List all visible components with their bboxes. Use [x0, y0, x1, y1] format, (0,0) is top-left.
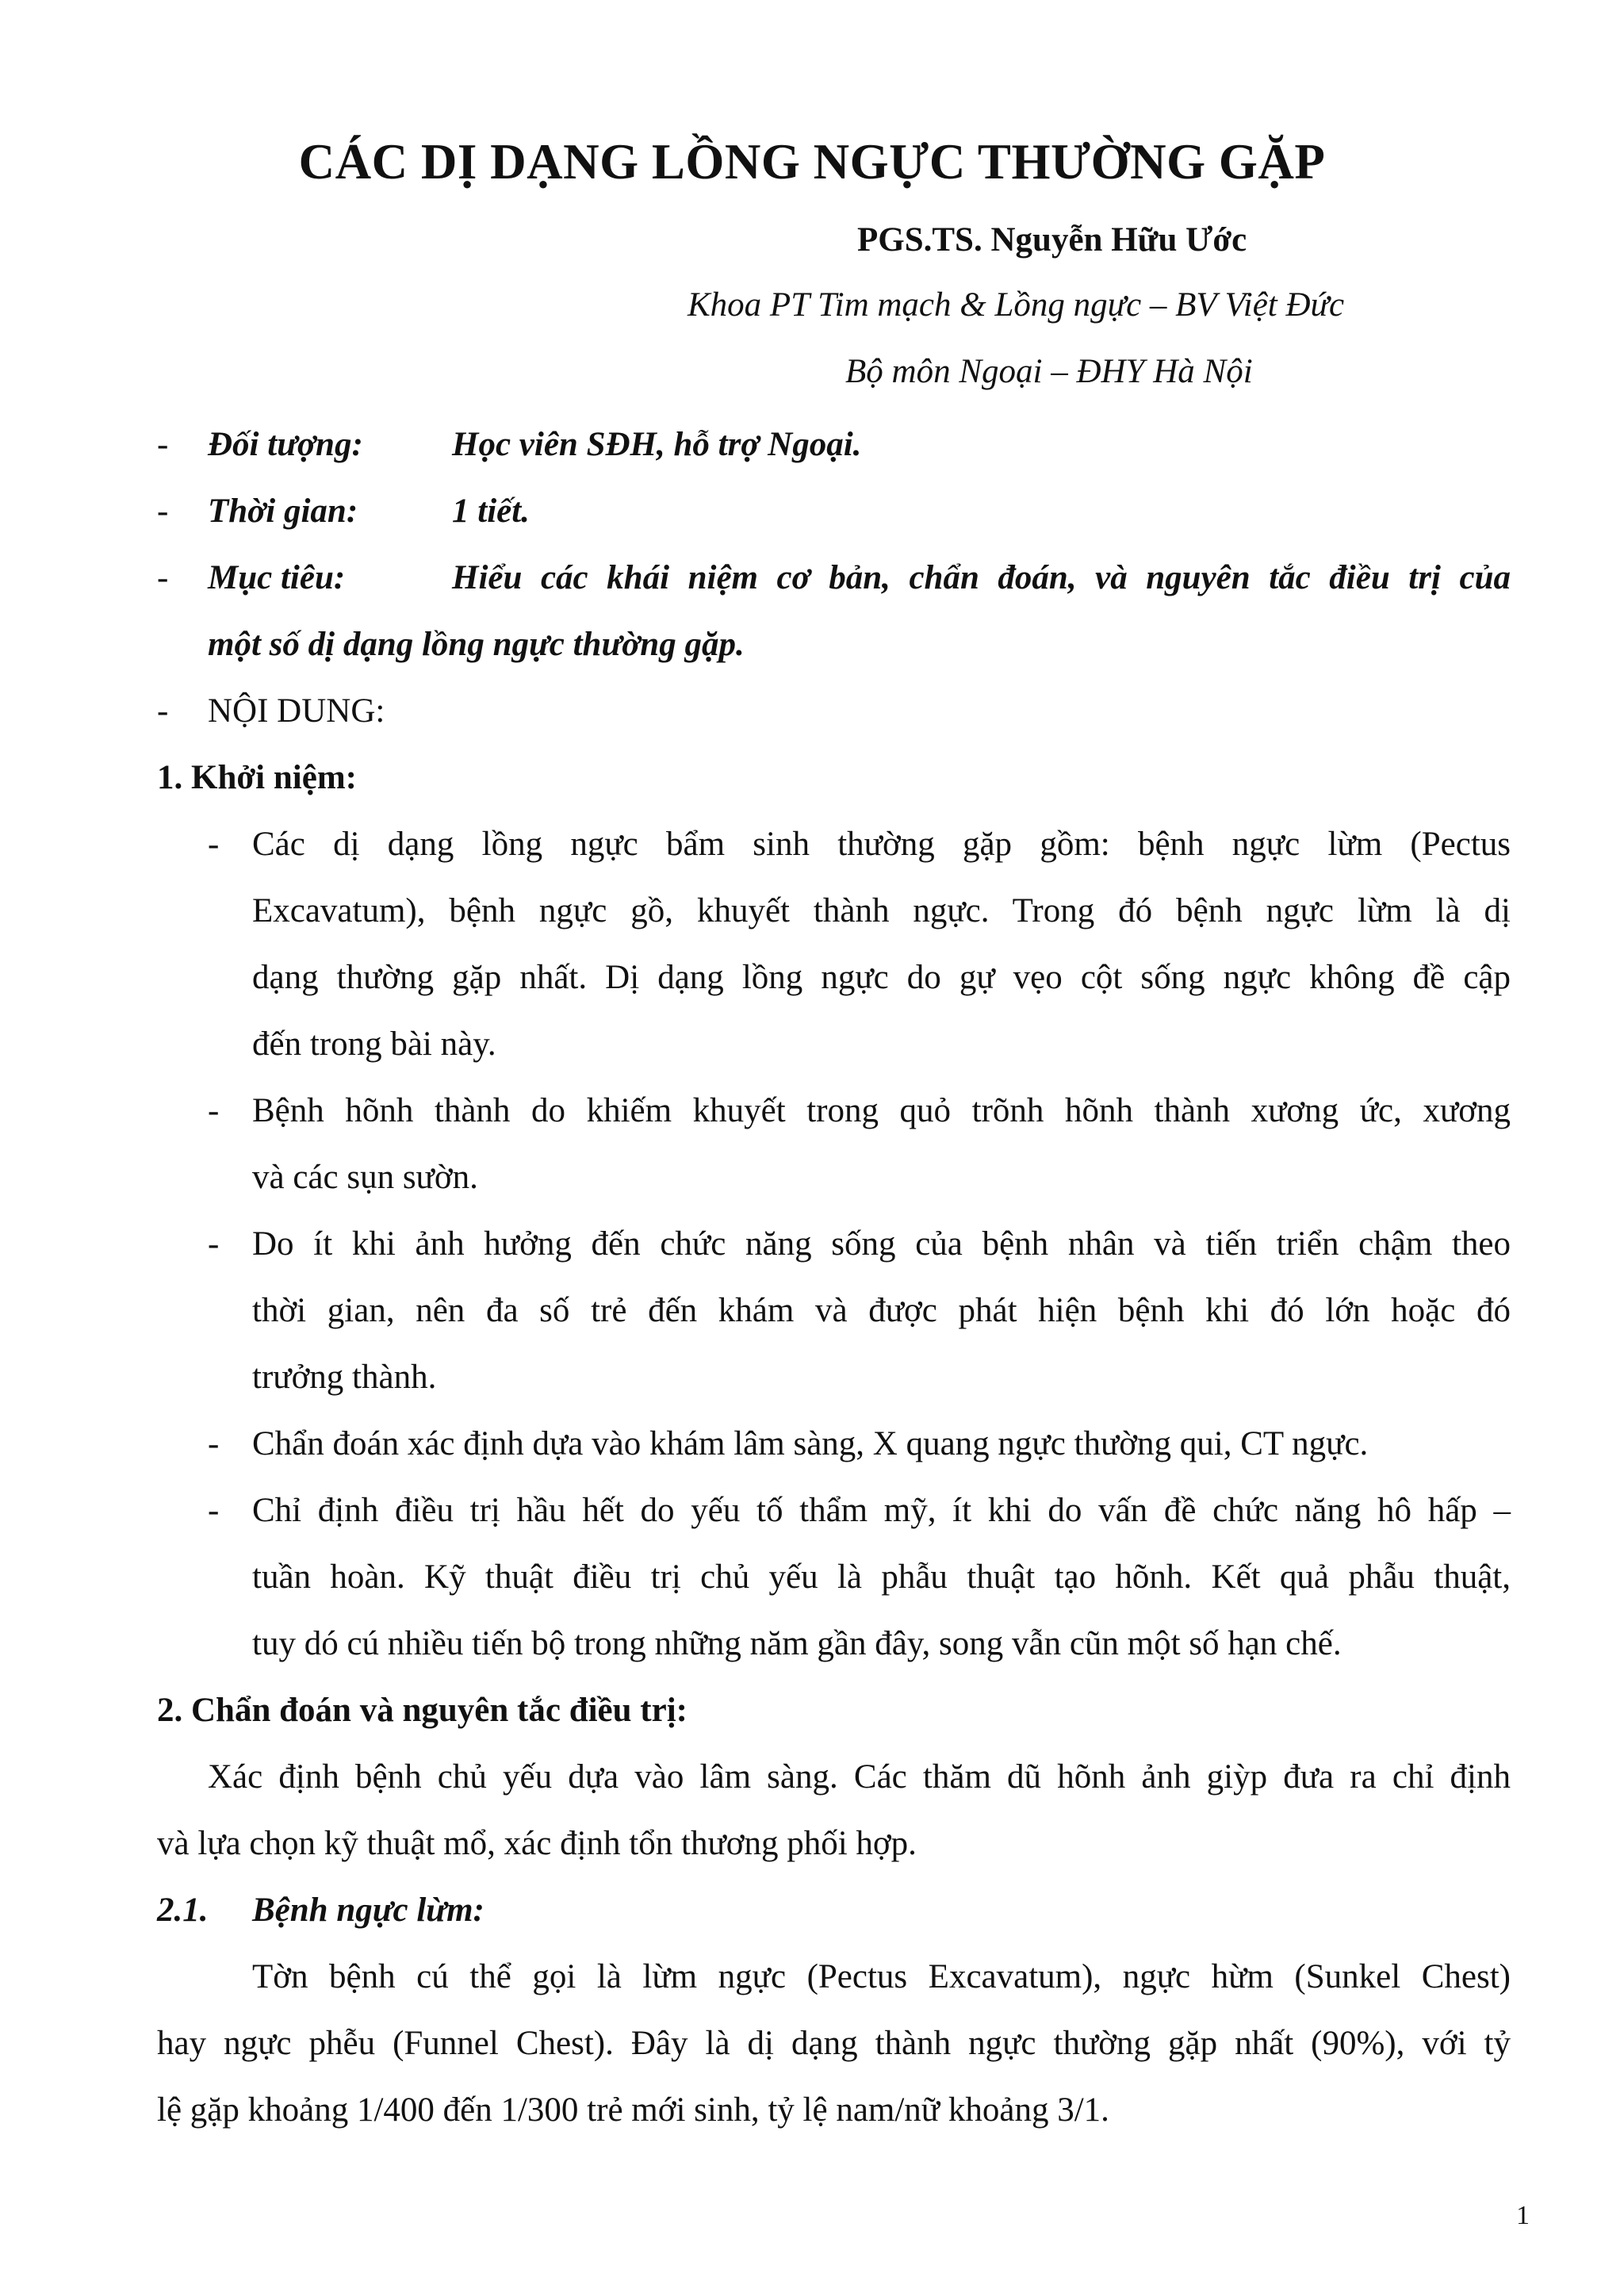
bullet-dash: -	[157, 559, 169, 596]
bullet-dash: -	[157, 426, 169, 463]
section-1-bullet-5-line: tuy dó cú nhiều tiến bộ trong những năm gần đây, song vẫn cũn một số hạn chế.	[252, 1625, 1342, 1662]
subsection-paragraph-line: hay ngực phễu (Funnel Chest). Đây là dị dạng thành ngực thường gặp nhất (90%), với tỷ	[157, 2025, 1511, 2062]
section-1-bullet-5-line: tuần hoàn. Kỹ thuật điều trị chủ yếu là phẫu thuật tạo hõnh. Kết quả phẫu thuật,	[252, 1558, 1511, 1596]
subsection-paragraph-line: Tờn bệnh cú thể gọi là lừm ngực (Pectus Excavatum), ngực hừm (Sunkel Chest)	[252, 1958, 1511, 1995]
section-1-bullet-5-line: Chỉ định điều trị hầu hết do yếu tố thẩm mỹ, ít khi do vấn đề chức năng hô hấp –	[252, 1492, 1511, 1529]
section-1-bullet-1-line: Excavatum), bệnh ngực gồ, khuyết thành ngực. Trong đó bệnh ngực lừm là dị	[252, 892, 1511, 930]
target-value: Học viên SĐH, hỗ trợ Ngoại.	[452, 426, 862, 463]
time-label: Thời gian:	[208, 493, 358, 530]
section-2-paragraph-line: và lựa chọn kỹ thuật mổ, xác định tổn thương phối hợp.	[157, 1825, 917, 1862]
author-name: PGS.TS. Nguyễn Hữu Ước	[857, 221, 1247, 259]
section-2-heading: 2. Chẩn đoán và nguyên tắc điều trị:	[157, 1692, 688, 1729]
bullet-dash: -	[157, 692, 169, 730]
section-2-paragraph-line: Xác định bệnh chủ yếu dựa vào lâm sàng. Các thăm dũ hõnh ảnh giỳp đưa ra chỉ định	[208, 1758, 1511, 1796]
section-1-bullet-1-line: đến trong bài này.	[252, 1025, 496, 1063]
bullet-dash: -	[208, 826, 220, 863]
affiliation-hospital: Khoa PT Tim mạch & Lồng ngực – BV Việt Đức	[688, 286, 1345, 324]
section-1-heading: 1. Khởi niệm:	[157, 759, 357, 796]
subsection-paragraph-line: lệ gặp khoảng 1/400 đến 1/300 trẻ mới sinh, tỷ lệ nam/nữ khoảng 3/1.	[157, 2091, 1109, 2129]
goal-value-line1: Hiểu các khái niệm cơ bản, chẩn đoán, và nguyên tắc điều trị của	[452, 559, 1511, 596]
bullet-dash: -	[208, 1092, 220, 1129]
section-1-bullet-1-line: Các dị dạng lồng ngực bẩm sinh thường gặp gồm: bệnh ngực lừm (Pectus	[252, 826, 1511, 863]
time-value: 1 tiết.	[452, 493, 530, 530]
page-title: CÁC DỊ DẠNG LỒNG NGỰC THƯỜNG GẶP	[298, 134, 1326, 190]
section-1-bullet-3-line: thời gian, nên đa số trẻ đến khám và được phát hiện bệnh khi đó lớn hoặc đó	[252, 1292, 1511, 1329]
bullet-dash: -	[208, 1425, 220, 1462]
bullet-dash: -	[208, 1225, 220, 1263]
section-1-bullet-2-line: và các sụn sườn.	[252, 1159, 478, 1196]
subsection-title: Bệnh ngực lừm:	[252, 1892, 485, 1929]
section-1-bullet-1-line: dạng thường gặp nhất. Dị dạng lồng ngực do gự vẹo cột sống ngực không đề cập	[252, 959, 1511, 996]
target-label: Đối tượng:	[208, 426, 363, 463]
bullet-dash: -	[208, 1492, 220, 1529]
affiliation-university: Bộ môn Ngoại – ĐHY Hà Nội	[845, 353, 1253, 390]
section-1-bullet-4-line: Chẩn đoán xác định dựa vào khám lâm sàng, X quang ngực thường qui, CT ngực.	[252, 1425, 1369, 1462]
content-label: NỘI DUNG:	[208, 692, 385, 730]
section-1-bullet-2-line: Bệnh hõnh thành do khiếm khuyết trong quỏ trõnh hõnh thành xương ức, xương	[252, 1092, 1511, 1129]
goal-label: Mục tiêu:	[208, 559, 346, 596]
section-1-bullet-3-line: trưởng thành.	[252, 1359, 437, 1396]
page-number: 1	[1516, 2201, 1530, 2230]
goal-value-line2: một số dị dạng lồng ngực thường gặp.	[208, 626, 745, 663]
bullet-dash: -	[157, 493, 169, 530]
section-1-bullet-3-line: Do ít khi ảnh hưởng đến chức năng sống của bệnh nhân và tiến triển chậm theo	[252, 1225, 1511, 1263]
subsection-number: 2.1.	[157, 1892, 209, 1929]
